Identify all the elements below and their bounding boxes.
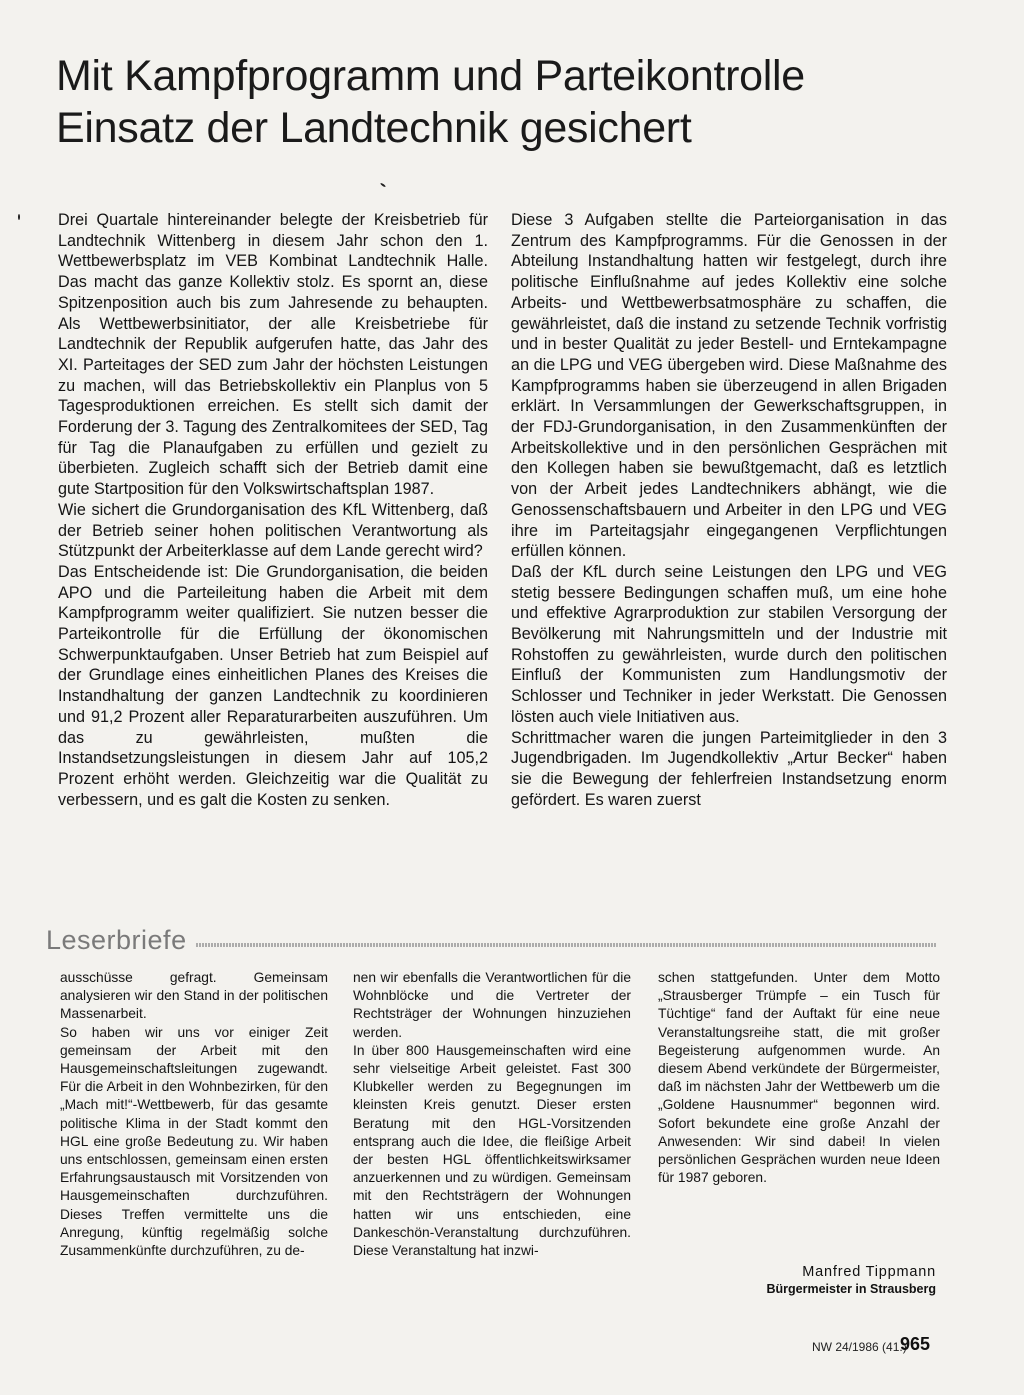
article-paragraph: Schrittmacher waren die jungen Parteimitglieder in den 3 Jugendbrigaden. Im Jugendkollektiv „Artur Becker“ haben sie die Bewegung der fehlerfreien Instandsetzung enorm gefördert. Es waren zuerst (511, 728, 947, 809)
letter-paragraph: So haben wir uns vor einiger Zeit gemeinsam der Arbeit mit den Hausgemeinschaftsleitungen zugewandt. Für die Arbeit in den Wohnbezirken, für den „Mach mit!“-Wettbewerb, für das gesamte politische Klima in der Stadt kommt den HGL eine große Bedeutung zu. Wir haben uns entschlossen, gemeinsam einen ersten Erfahrungsaustausch mit Vorsitzenden von Hausgemeinschaften durchzuführen. Dieses Treffen vermittelte uns die Anregung, künftig regelmäßig solche Zusammenkünfte durchzuführen, zu de- (60, 1024, 328, 1259)
section-header (46, 925, 936, 959)
signature-title: Bürgermeister in Strausberg (766, 1282, 936, 1296)
article-paragraph: Daß der KfL durch seine Leistungen den LPG und VEG stetig bessere Bedingungen schaffen muß, um eine hohe und effektive Agrarproduktion zur stabilen Versorgung der Bevölkerung mit Nahrungsmitteln und der Industrie mit Rohstoffen zu gewährleisten, wurde durch den politischen Einfluß der Kommunisten zum Handlungsmotiv der Schlosser und Techniker in jeder Werkstatt. Die Genossen lösten auch viele Initiativen aus. (511, 562, 947, 726)
headline-line-2: Einsatz der Landtechnik gesichert (56, 104, 692, 152)
issue-label: NW 24/1986 (41.) (812, 1340, 907, 1354)
print-speck (18, 214, 20, 220)
article-paragraph: Diese 3 Aufgaben stellte die Parteiorganisation in das Zentrum des Kampfprogramms. Für die Genossen in der Abteilung Instandhaltung hatten wir festgelegt, durch ihre politische Einflußnahme auf jedes Kollektiv eine solche Arbeits- und Wettbewerbsatmosphäre zu schaffen, die gewährleistet, daß die instand zu setzende Technik vorfristig und in bester Qualität zu jeder Bestell- und Erntekampagne an die LPG und VEG übergeben wird. Diese Maßnahme des Kampfprogramms haben sie überzeugend in allen Brigaden erklärt. In Versammlungen der Gewerkschaftsgruppen, in der FDJ-Grundorganisation, in den Zusammenkünften der Arbeitskollektive und in den persönlichen Gesprächen mit den Kollegen haben sie bewußtgemacht, daß es letztlich von der Arbeit jedes Landtechnikers abhängt, wie die Genossenschaftsbauern und Arbeiter in den LPG und VEG ihre im Parteitagsjahr eingegangenen Verpflichtungen erfüllen können. (511, 211, 947, 561)
headline-line-1: Mit Kampfprogramm und Parteikontrolle (56, 52, 805, 100)
letter-column-3 (658, 969, 940, 1187)
article-headline (56, 50, 956, 154)
letter-paragraph: ausschüsse gefragt. Gemeinsam analysieren wir den Stand in der politischen Massenarbeit. (60, 970, 328, 1022)
page-number: 965 (900, 1334, 931, 1354)
signature-name: Manfred Tippmann (802, 1264, 936, 1280)
section-rule (196, 943, 936, 947)
article-column-2 (511, 210, 947, 810)
letter-signature (700, 1264, 936, 1296)
article-paragraph: Wie sichert die Grundorganisation des KfL Wittenberg, daß der Betrieb seiner hohen politischen Verantwortung als Stützpunkt der Arbeiterklasse auf dem Lande gerecht wird? (58, 500, 488, 561)
section-title: Leserbriefe (46, 925, 187, 955)
letter-paragraph: nen wir ebenfalls die Verantwortlichen für die Wohnblöcke und die Vertreter der Rechtsträger der Wohnungen hinzuziehen werden. (353, 970, 631, 1040)
print-speck (380, 182, 386, 187)
letter-paragraph: In über 800 Hausgemeinschaften wird eine sehr vielseitige Arbeit geleistet. Fast 300 Klubkeller werden zu Begegnungen im kleinsten Kreis genutzt. Dieser ersten Beratung mit den HGL-Vorsitzenden entsprang auch die Idee, die fleißige Arbeit der besten HGL öffentlichkeitswirksamer anzuerkennen und zu würdigen. Gemeinsam mit den Rechtsträgern der Wohnungen hatten wir uns entschieden, eine Dankeschön-Veranstaltung durchzuführen. Diese Veranstaltung hat inzwi- (353, 1042, 631, 1259)
article-paragraph: Das Entscheidende ist: Die Grundorganisation, die beiden APO und die Parteileitung haben die Arbeit mit dem Kampfprogramm weiter qualifiziert. Sie nutzen besser die Parteikontrolle für die Erfüllung der ökonomischen Schwerpunktaufgaben. Unser Betrieb hat zum Beispiel auf der Grundlage eines einheitlichen Planes des Kreises die Instandhaltung der ganzen Landtechnik zu koordinieren und 91,2 Prozent aller Reparaturarbeiten auszuführen. Um das zu gewährleisten, mußten die Instandsetzungsleistungen in diesem Jahr auf 105,2 Prozent erhöht werden. Gleichzeitig war die Qualität zu verbessern, und es galt die Kosten zu senken. (58, 562, 488, 809)
letter-column-1 (60, 969, 328, 1260)
letter-paragraph: schen stattgefunden. Unter dem Motto „Strausberger Trümpfe – ein Tusch für Tüchtige“ fand der Auftakt für eine neue Veranstaltungsreihe statt, die mit großer Begeisterung aufgenommen wurde. An diesem Abend verkündete der Bürgermeister, daß im nächsten Jahr der Wettbewerb um die „Goldene Hausnummer“ begonnen wird. Sofort bekundete eine große Anzahl der Anwesenden: Wir sind dabei! In vielen persönlichen Gesprächen wurden neue Ideen für 1987 geboren. (658, 970, 940, 1186)
letter-column-2 (353, 969, 631, 1260)
article-paragraph: Drei Quartale hintereinander belegte der Kreisbetrieb für Landtechnik Wittenberg in diesem Jahr schon den 1. Wettbewerbsplatz im VEB Kombinat Landtechnik Halle. Das macht das ganze Kollektiv stolz. Es spornt an, diese Spitzenposition auch bis zum Jahresende zu behaupten. Als Wettbewerbsinitiator, der alle Kreisbetriebe für Landtechnik der Republik aufgerufen hatte, das Jahr des XI. Parteitages der SED zum Jahr der höchsten Leistungen zu machen, will das Betriebskollektiv ein Planplus von 5 Tagesproduktionen erreichen. Es stellt sich damit der Forderung der 3. Tagung des Zentralkomitees der SED, Tag für Tag die Planaufgaben zu erfüllen und gezielt zu überbieten. Zugleich schafft sich der Betrieb damit eine gute Startposition für den Volkswirtschaftsplan 1987. (58, 211, 488, 499)
article-column-1 (58, 210, 488, 810)
